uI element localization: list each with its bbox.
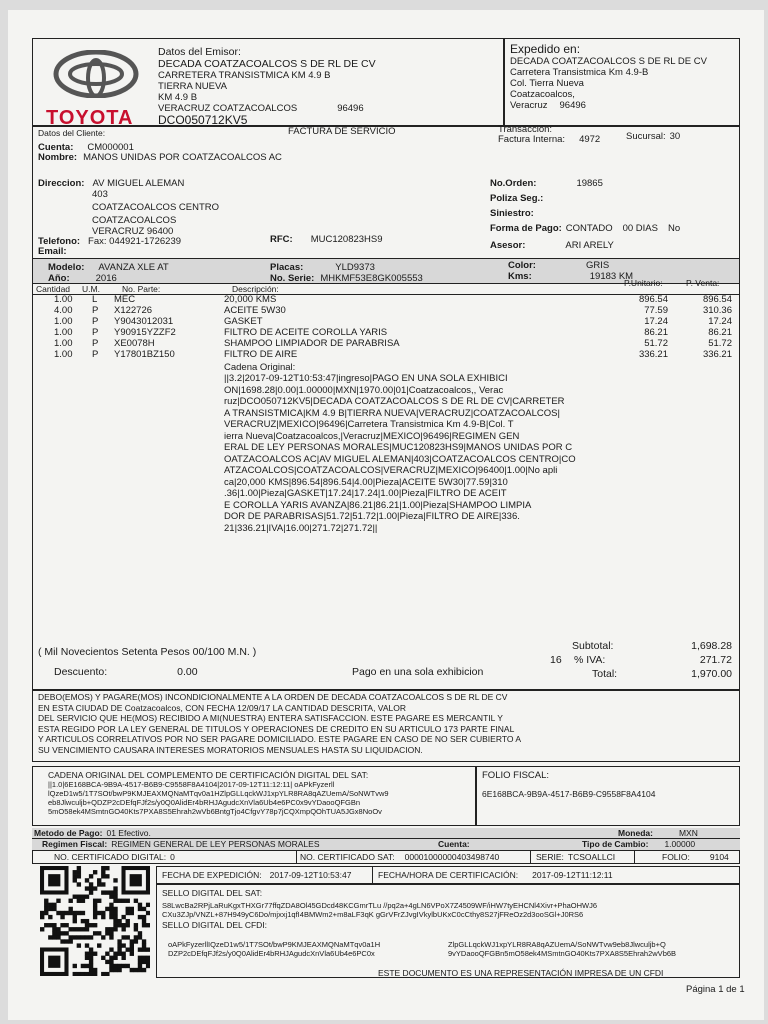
moneda-row: Moneda: MXN: [618, 828, 698, 838]
cliente-title: Datos del Cliente:: [38, 128, 106, 138]
dir1: AV MIGUEL ALEMAN: [92, 178, 185, 189]
vehicle-mid: Placas: YLD9373 No. Serie: MHKMF53E8GK005553: [270, 262, 423, 284]
expedido-addr2: Col. Tierra Nueva: [510, 78, 584, 89]
toyota-wordmark: TOYOTA: [46, 107, 134, 129]
emisor-block: [158, 46, 376, 126]
expedido-addr4: Veracruz 96496: [510, 100, 586, 111]
pago-exhibicion: Pago en una sola exhibicion: [352, 666, 484, 678]
expedido-block: [510, 42, 707, 111]
cuenta-row: Cuenta: CM000001: [38, 142, 134, 153]
descuento-row: Descuento: 0.00: [54, 666, 198, 678]
direccion-label: Direccion:: [38, 178, 85, 189]
dir5: VERACRUZ 96400: [92, 226, 174, 237]
sucursal: Sucursal: 30: [626, 131, 681, 142]
cert-sat: NO. CERTIFICADO SAT: 00001000000403498740: [300, 852, 500, 862]
doc-type: FACTURA DE SERVICIO: [288, 126, 396, 137]
fechas-divider: [372, 866, 373, 884]
tipo-cambio-row: Tipo de Cambio: 1.00000: [582, 839, 696, 849]
cert-divider-3: [634, 850, 635, 864]
totals-block: Subtotal: 1,698.28 16 % IVA: 271.72 Total: 1,970.00: [550, 640, 732, 680]
emisor-addr1: CARRETERA TRANSISTMICA KM 4.9 B: [158, 70, 331, 81]
cadena-label: Cadena Original:: [224, 362, 296, 373]
toyota-emblem-icon: [46, 50, 146, 98]
emisor-rfc: DCO050712KV5: [158, 113, 248, 127]
items-header: Cantidad U.M. No. Parte: Descripción: P.Unitario: P. Venta:: [36, 278, 720, 294]
transaccion-label: Transacción:: [498, 124, 553, 135]
qr-code: [40, 866, 150, 976]
folio-fiscal: FOLIO FISCAL: 6E168BCA-9B9A-4517-B6B9-C9558F8A4104: [482, 770, 656, 799]
metodo-row: Metodo de Pago: 01 Efectivo.: [34, 828, 151, 838]
dir2: 403: [92, 189, 108, 200]
page-number: Página 1 de 1: [686, 984, 745, 995]
vehicle-left: Modelo: AVANZA XLE AT Año: 2016: [48, 262, 169, 284]
direccion-block: [38, 178, 219, 237]
vehicle-right: Color: GRIS Kms: 19183 KM: [508, 260, 634, 282]
expedido-name: DECADA COATZACOALCOS S DE RL DE CV: [510, 56, 707, 67]
factura-interna: Factura Interna: 4972: [498, 134, 601, 145]
sello-cfdi-right: ZlpGLLqckWJ1xpYLR8RA8qAZUemA/SoNWTvw9eb8Jlwculjb+Q 9vYDaooQFGBn5mO58ek4MSmtnGO40Kts7PXA8S5Ehrah2wVb6B: [448, 940, 677, 958]
email-label: Email:: [38, 246, 67, 257]
cert-divider-1: [296, 850, 297, 864]
cert-divider-2: [530, 850, 531, 864]
sat-cadena: CADENA ORIGINAL DEL COMPLEMENTO DE CERTIFICACIÓN DIGITAL DEL SAT: ||1.0|6E168BCA-9B9A-4517-B6B9-C9558F8A4104|2017-09-12T11:12:11| oAPkFyzerll lQzeD1w5/1T7SOt/bwP9KMJEAXMQNaMTqv0a1HZlpGLLqckWJ1xpYLR8RA8qAZUemA/SoNWTvw9 eb8Jlwculjb+QDZP2cDEfqFJf2s/y0Q0AlidEr4bRHJAgudcXnVla6Ub4e6PC0x9vYDaooQFGBn 5mO58ek4MSmtnGO40Kts7PXA8S5Ehrah2wVb6BntgTjo4CfgvY78p7jCQXmpQOhTUA5JGx8NoOv: [48, 770, 389, 816]
expedido-addr3: Coatzacoalcos,: [510, 89, 575, 100]
nombre-row: Nombre: MANOS UNIDAS POR COATZACOALCOS AC: [38, 152, 282, 163]
invoice-page: TOYOTA Datos del Emisor: DECADA COATZACOALCOS S DE RL DE CV CARRETERA TRANSISTMICA KM 4.9 B TIERRA NUEVA KM 4.9 B VERACRUZ COATZACOALCOS 96496 DCO050712KV5 Expedido en: DECADA COATZACOALCOS S DE RL DE CV Carretera Transistmica Km 4.9-B Col. Tierra Nueva Coatzacoalcos, Veracruz 96496 Datos del Cliente: FACTURA DE SERVICIO Transacción: Factura Interna: 4972 Sucursal: 30 Cuenta: CM000001 Nombre: MANOS UNIDAS POR COATZACOALCOS AC Direccion: AV MIGUEL ALEMAN 403 COATZACOALCOS CENTRO COATZACOALCOS VERACRUZ 96400 Telefono: Fax: 044921-1726239 Email: RFC: MUC120823HS9 No.Orden: 19865 Poliza Seg.: Siniestro: Forma de Pago: CONTADO 00 DIAS No Asesor: ARI ARELY Modelo: AVANZA XLE AT Año: 2016 Placas: YLD9373 No. Serie: MHKMF53E8GK005553 Color: GRIS Kms: 19183 KM Cantidad U.M. No. Parte: Descripción: P.Unitario: P. Venta: 1.00 L MEC 20,000 KMS 896.54 896.54 4.00 P X122726 ACEITE 5W30 77.59 310.36 1.00 P Y9043012031 GASKET 17.24 17.24 1.00 P Y90915YZZF2 FILTRO DE ACEITE COROLLA YARIS 86.21 86.21 1.00 P XE0078H SHAMPOO LIMPIADOR DE PARABRISA 51.72 51.72 1.00 P Y17801BZ150 FILTRO DE AIRE 336.21 336.21 Cadena Original: ||3.2|2017-09-12T10:53:47|ingreso|PAGO EN UNA SOLA EXHIBICI ON|1698.28|0.00|1.00000|MXN|1970.00|01|Coatzacoalcos,, Verac ruz|DCO050712KV5|DECADA COATZACOALCOS S DE RL DE CV|CARRETER A TRANSISTMICA|KM 4.9 B|TIERRA NUEVA|VERACRUZ|COATZACOALCOS| VERACRUZ|MEXICO|96496|Carretera Transistmica Km 4.9-B|Col. T ierra Nueva|Coatzacoalcos,|Veracruz|MEXICO|96496|REGIMEN GEN ERAL DE LEY PERSONAS MORALES|MUC120823HS9|MANOS UNIDAS POR C OATZACOALCOS AC|AV MIGUEL ALEMAN|403|COATZACOALCOS CENTRO|CO ATZACOALCOS|COATZACOALCOS|VERACRUZ|MEXICO|96400|1.00|No apli ca|20,000 KMS|896.54|896.54|4.00|Pieza|ACEITE 5W30|77.59|310 .36|1.00|Pieza|GASKET|17.24|17.24|1.00|Pieza|FILTRO DE ACEIT E COROLLA YARIS AVANZA|86.21|86.21|1.00|Pieza|SHAMPOO LIMPIA DOR DE PARABRISAS|51.72|51.72|1.00|Pieza|FILTRO DE AIRE|336. 21|336.21|IVA|16.00|271.72|271.72|| ( Mil Novecientos Setenta Pesos 00/100 M.N. ) Descuento: 0.00 Pago en una sola exhibicion Subtotal: 1,698.28 16 % IVA: 271.72 Total: 1,970.00 DEBO(EMOS) Y PAGARE(MOS) INCONDICIONALMENTE A LA ORDEN DE DECADA COATZACOALCOS S DE RL DE CV EN ESTA CIUDAD DE Coatzacoalcos, CON FECHA 12/09/17 LA CANTIDAD DESCRITA, VALOR DEL SERVICIO QUE HE(MOS) RECIBIDO A MI(NUESTRA) ENTERA SATISFACCION. ESTE PAGARE ES MERCANTIL Y ESTA REGIDO POR LA LEY GENERAL DE TITULOS Y OPERACIONES DE CREDITO EN SU ARTICULO 173 PARTE FINAL Y ARTICULOS CORRELATIVOS POR NO SER PAGARE DOMICILIADO. ESTE PAGARE EN CASO DE NO SER CUBIERTO A SU VENCIMIENTO CAUSARA INTERESES MORATORIOS MENSUALES HASTA SU LIQUIDACION. CADENA ORIGINAL DEL COMPLEMENTO DE CERTIFICACIÓN DIGITAL DEL SAT: ||1.0|6E168BCA-9B9A-4517-B6B9-C9558F8A4104|2017-09-12T11:12:11| oAPkFyzerll lQzeD1w5/1T7SOt/bwP9KMJEAXMQNaMTqv0a1HZlpGLLqckWJ1xpYLR8RA8qAZUemA/SoNWTvw9 eb8Jlwculjb+QDZP2cDEfqFJf2s/y0Q0AlidEr4bRHJAgudcXnVla6Ub4e6PC0x9vYDaooQFGBn 5mO58ek4MSmtnGO40Kts7PXA8S5Ehrah2wVb6BntgTjo4CfgvY78p7jCQXmpQOhTUA5JGx8NoOv FOLIO FISCAL: 6E168BCA-9B9A-4517-B6B9-C9558F8A4104 Metodo de Pago: 01 Efectivo. Moneda: MXN Regimen Fiscal: REGIMEN GENERAL DE LEY PERSONAS MORALES Cuenta: Tipo de Cambio: 1.00000 NO. CERTIFICADO DIGITAL: 0 NO. CERTIFICADO SAT: 00001000000403498740 SERIE: TCSOALLCI FOLIO: 9104 FECHA DE EXPEDICIÓN: 2017-09-12T10:53:47 FECHA/HORA DE CERTIFICACIÓN: 2017-09-12T11:12:11 SELLO DIGITAL DEL SAT: S8LwcBa2RPjLaRuKgxTHXGr77ffqZDA8Ol45GDcd48KCGmrTLu //pq2a+4gLN6VPoX7Z4509WF/iHW7tyEHCNl4Xivr+PhaOHWJ6 CXu3ZJp/VNZL+87H949yC6Do/mjxxj1qfI4BMWm2+m8aLF3qK gGrVFrZJvgIVkylbUKxC0cCthy8S27jFReOz2d3ooSGl+J0RS6 SELLO DIGITAL DEL CFDI: oAPkFyzerllIQzeD1w5/1T7SOt/bwP9KMJEAXMQNaMTqv0a1H DZP2cDEfqFJf2s/y0Q0AlidEr4bRHJAgudcXnVla6Ub4e6PC0x ZlpGLLqckWJ1xpYLR8RA8qAZUemA/SoNWTvw9eb8Jlwculjb+Q 9vYDaooQFGBn5mO58ek4MSmtnGO40Kts7PXA8S5Ehrah2wVb6B ESTE DOCUMENTO ES UNA REPRESENTACIÓN IMPRESA DE UN CFDI Página 1 de 1: [8, 10, 764, 1020]
toyota-logo: [46, 50, 146, 130]
emisor-addr3: KM 4.9 B: [158, 92, 198, 103]
cliente-rfc: RFC: MUC120823HS9: [270, 234, 383, 245]
cadena-original: Cadena Original: ||3.2|2017-09-12T10:53:47|ingreso|PAGO EN UNA SOLA EXHIBICI ON|1698.28|0.00|1.00000|MXN|1970.00|01|Coatzacoalcos,, Verac ruz|DCO050712KV5|DECADA COATZACOALCOS S DE RL DE CV|CARRETER A TRANSISTMICA|KM 4.9 B|TIERRA NUEVA|VERACRUZ|COATZACOALCOS| VERACRUZ|MEXICO|96496|Carretera Transistmica Km 4.9-B|Col. T ierra Nueva|Coatzacoalcos,|Veracruz|MEXICO|96496|REGIMEN GEN ERAL DE LEY PERSONAS MORALES|MUC120823HS9|MANOS UNIDAS POR C OATZACOALCOS AC|AV MIGUEL ALEMAN|403|COATZACOALCOS CENTRO|CO ATZACOALCOS|COATZACOALCOS|VERACRUZ|MEXICO|96400|1.00|No apli ca|20,000 KMS|896.54|896.54|4.00|Pieza|ACEITE 5W30|77.59|310 .36|1.00|Pieza|GASKET|17.24|17.24|1.00|Pieza|FILTRO DE ACEIT E COROLLA YARIS AVANZA|86.21|86.21|1.00|Pieza|SHAMPOO LIMPIA DOR DE PARABRISAS|51.72|51.72|1.00|Pieza|FILTRO DE AIRE|336. 21|336.21|IVA|16.00|271.72|271.72||: [224, 362, 576, 534]
serie-row: SERIE: TCSOALLCI: [536, 852, 616, 862]
emisor-title: Datos del Emisor:: [158, 46, 241, 58]
folio-row: FOLIO: 9104: [662, 852, 729, 862]
dir3: COATZACOALCOS CENTRO: [92, 202, 220, 213]
emisor-addr2: TIERRA NUEVA: [158, 81, 227, 92]
expedido-addr1: Carretera Transistmica Km 4.9-B: [510, 67, 649, 78]
cfdi-footer: ESTE DOCUMENTO ES UNA REPRESENTACIÓN IMPRESA DE UN CFDI: [378, 968, 664, 978]
pagare-text: DEBO(EMOS) Y PAGARE(MOS) INCONDICIONALMENTE A LA ORDEN DE DECADA COATZACOALCOS S DE RL DE CV EN ESTA CIUDAD DE Coatzacoalcos, CON FECHA 12/09/17 LA CANTIDAD DESCRITA, VALOR DEL SERVICIO QUE HE(MOS) RECIBIDO A MI(NUESTRA) ENTERA SATISFACCION. ESTE PAGARE ES MERCANTIL Y ESTA REGIDO POR LA LEY GENERAL DE TITULOS Y OPERACIONES DE CREDITO EN SU ARTICULO 173 PARTE FINAL Y ARTICULOS CORRELATIVOS POR NO SER PAGARE DOMICILIADO. ESTE PAGARE EN CASO DE NO SER CUBIERTO A SU VENCIMIENTO CAUSARA INTERESES MORATORIOS MENSUALES HASTA SU LIQUIDACION.: [38, 692, 522, 755]
orden-block: No.Orden: 19865 Poliza Seg.: Siniestro: Forma de Pago: CONTADO 00 DIAS No Asesor: ARI ARELY: [490, 178, 681, 251]
expedido-title: Expedido en:: [510, 42, 581, 56]
fecha-expedicion: FECHA DE EXPEDICIÓN: 2017-09-12T10:53:47: [162, 870, 352, 880]
regimen-row: Regimen Fiscal: REGIMEN GENERAL DE LEY PERSONAS MORALES: [42, 839, 320, 849]
emisor-addr4: VERACRUZ COATZACOALCOS 96496: [158, 103, 364, 114]
telefono-row: Telefono: Fax: 044921-1726239: [38, 236, 182, 247]
cuenta-sat-label: Cuenta:: [438, 839, 470, 849]
fecha-certificacion: FECHA/HORA DE CERTIFICACIÓN: 2017-09-12T11:12:11: [378, 870, 613, 880]
total-letra: ( Mil Novecientos Setenta Pesos 00/100 M.N. ): [38, 646, 257, 658]
cert-digital: NO. CERTIFICADO DIGITAL: 0: [54, 852, 175, 862]
sello-sat: SELLO DIGITAL DEL SAT: S8LwcBa2RPjLaRuKgxTHXGr77ffqZDA8Ol45GDcd48KCGmrTLu //pq2a+4gLN6VPoX7Z4509WF/iHW7tyEHCNl4Xivr+PhaOHWJ6 CXu3ZJp/VNZL+87H949yC6Do/mjxxj1qfI4BMWm2+m8aLF3qK gGrVFrZJvgIVkylbUKxC0cCthy8S27jFReOz2d3ooSGl+J0RS6: [162, 888, 598, 919]
emisor-name: DECADA COATZACOALCOS S DE RL DE CV: [158, 58, 376, 70]
sello-cfdi-left: oAPkFyzerllIQzeD1w5/1T7SOt/bwP9KMJEAXMQNaMTqv0a1H DZP2cDEfqFJf2s/y0Q0AlidEr4bRHJAgudcXnVla6Ub4e6PC0x: [168, 940, 381, 958]
dir4: COATZACOALCOS: [92, 215, 177, 226]
sello-cfdi: SELLO DIGITAL DEL CFDI:: [162, 920, 268, 930]
qr-code-icon: [40, 866, 150, 976]
